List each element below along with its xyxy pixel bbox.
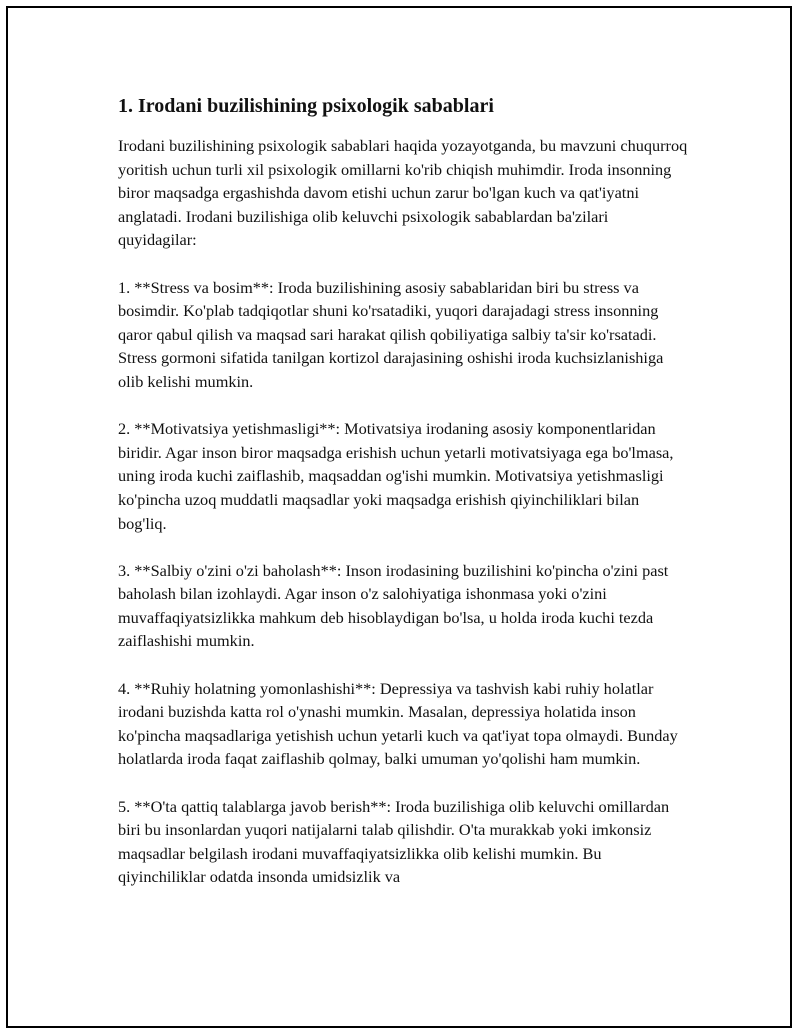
document-body	[118, 92, 688, 913]
paragraph-motivation: 2. **Motivatsiya yetishmasligi**: Motivatsiya irodaning asosiy komponentlaridan biridir. Agar inson biror maqsadga erishish uchun yetarli motivatsiyaga ega bo'lmasa, uning iroda kuchi zaiflashib, maqsaddan og'ishi mumkin. Motivatsiya yetishmasligi ko'pincha uzoq muddatli maqsadlar yoki maqsadga erishish qiyinchiliklari bilan bog'liq.	[118, 419, 674, 533]
paragraph-high-demands: 5. **O'ta qattiq talablarga javob berish**: Iroda buzilishiga olib keluvchi omillardan biri bu insonlardan yuqori natijalarni talab qilishdir. O'ta murakkab yoki imkonsiz maqsadlar belgilash irodani muvaffaqiyatsizlikka olib kelishi mumkin. Bu qiyinchiliklar odatda insonda umidsizlik va	[118, 796, 670, 887]
document-title: 1. Irodani buzilishining psixologik sabablari	[118, 95, 494, 117]
paragraph-stress: 1. **Stress va bosim**: Iroda buzilishining asosiy sabablaridan biri bu stress va bosimdir. Ko'plab tadqiqotlar shuni ko'rsatadiki, yuqori darajadagi stress insonning qaror qabul qilish va maqsad sari harakat qilish qobiliyatiga salbiy ta'sir ko'rsatadi. Stress gormoni sifatida tanilgan kortizol darajasining oshishi iroda kuchsizlanishiga olib kelishi mumkin.	[118, 277, 664, 391]
paragraph-mental-state: 4. **Ruhiy holatning yomonlashishi**: Depressiya va tashvish kabi ruhiy holatlar irodani buzishda katta rol o'ynashi mumkin. Masalan, depressiya holatida inson ko'pincha maqsadlariga yetishish uchun yetarli kuch va qat'iyat topa olmaydi. Bunday holatlarda iroda faqat zaiflashib qolmay, balki umuman yo'qolishi ham mumkin.	[118, 678, 678, 769]
paragraph-self-esteem: 3. **Salbiy o'zini o'zi baholash**: Inson irodasining buzilishini ko'pincha o'zini past baholash bilan izohlaydi. Agar inson o'z salohiyatiga ishonmasa yoki o'zini muvaffaqiyatsizlikka mahkum deb hisoblaydigan bo'lsa, u holda iroda kuchi tezda zaiflashishi mumkin.	[118, 560, 669, 651]
intro-paragraph: Irodani buzilishining psixologik sabablari haqida yozayotganda, bu mavzuni chuqurroq yoritish uchun turli xil psixologik omillarni ko'rib chiqish muhimdir. Iroda insonning biror maqsadga ergashishda davom etishi uchun zarur bo'lgan kuch va qat'iyatni anglatadi. Irodani buzilishiga olib keluvchi psixologik sabablardan ba'zilari quyidagilar:	[118, 136, 688, 250]
